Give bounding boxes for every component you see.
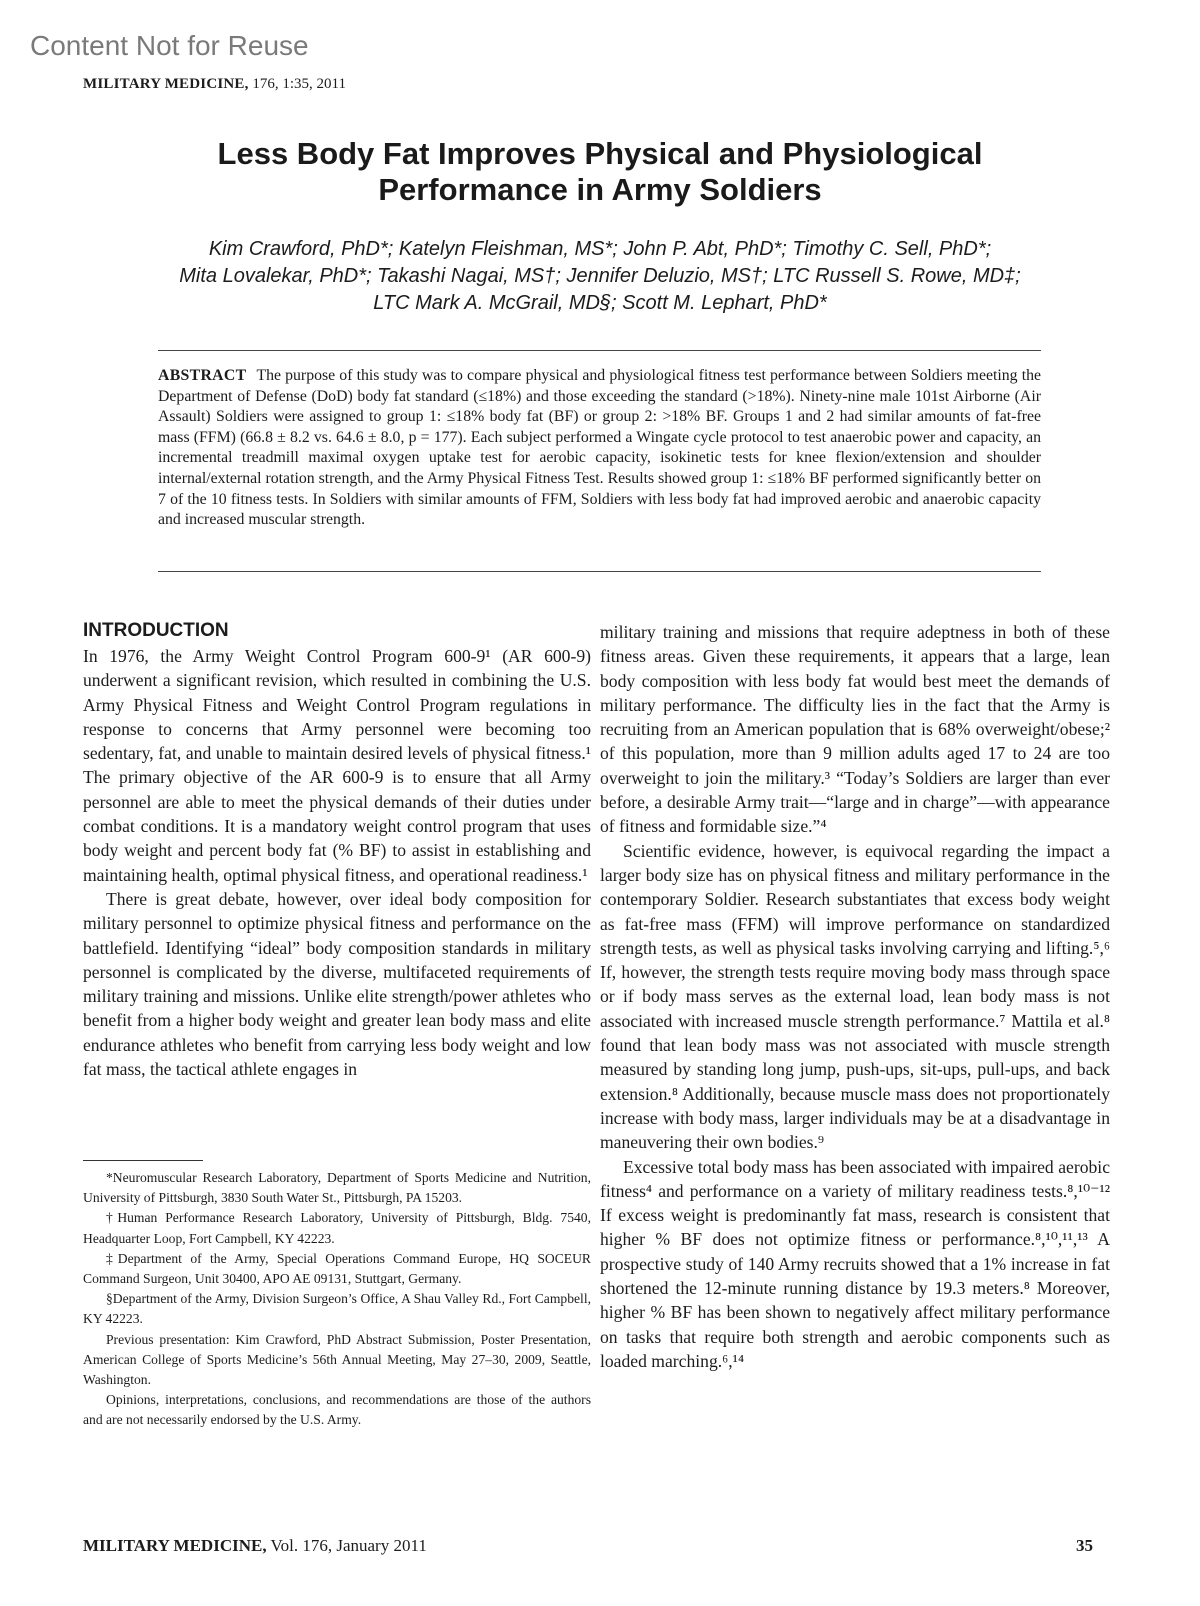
- abstract-bottom-rule: [158, 571, 1041, 572]
- abstract-text: The purpose of this study was to compare physical and physiological fitness test performance between Soldiers meeting the Department of Defense (DoD) body fat standard (≤18%) and those exceeding the standard (>18%). Ninety-nine male 101st Airborne (Air Assault) Soldiers were assigned to group 1: ≤18% body fat (BF) or group 2: >18% BF. Groups 1 and 2 had similar amounts of fat-free mass (FFM) (66.8 ± 8.2 vs. 64.6 ± 8.0, p = 177). Each subject performed a Wingate cycle protocol to test anaerobic power and capacity, an incremental treadmill maximal oxygen uptake test for aerobic capacity, isokinetic tests for knee flexion/extension and shoulder internal/external rotation strength, and the Army Physical Fitness Test. Results showed group 1: ≤18% BF performed significantly better on 7 of the 10 fitness tests. In Soldiers with similar amounts of FFM, Soldiers with less body fat had improved aerobic and anaerobic capacity and increased muscular strength.: [158, 367, 1041, 529]
- body-paragraph: Scientific evidence, however, is equivocal regarding the impact a larger body size has on physical fitness and military performance in the contemporary Soldier. Research substantiates that excess body weight as fat-free mass (FFM) will improve performance on standardized strength tests, as well as physical tasks involving carrying and lifting.⁵,⁶ If, however, the strength tests require moving body mass through space or if body mass serves as the external load, lean body mass is not associated with increased muscle strength performance.⁷ Mattila et al.⁸ found that lean body mass was not associated with muscle strength measured by standing long jump, push-ups, sit-ups, pull-ups, and back extension.⁸ Additionally, because muscle mass does not proportionately increase with body mass, larger individuals may be at a disadvantage in maneuvering their own bodies.⁹: [600, 840, 1110, 1153]
- running-header: [83, 76, 346, 93]
- title-line-1: Less Body Fat Improves Physical and Physiological: [217, 136, 983, 171]
- left-column: [83, 620, 591, 1081]
- body-paragraph: military training and missions that require adeptness in both of these fitness areas. Given these requirements, it appears that a large, lean body composition with less body fat would best meet the demands of military performance. The difficulty lies in the fact that the Army is recruiting from an American population that is 68% overweight/obese;² of this population, more than 9 million adults aged 17 to 24 are too overweight to join the military.³ “Today’s Soldiers are larger than ever before, a desirable Army trait—“large and in charge”—with appearance of fitness and formidable size.”⁴: [600, 622, 1110, 837]
- footer-issue: Vol. 176, January 2011: [266, 1536, 427, 1555]
- title-line-2: Performance in Army Soldiers: [378, 172, 822, 207]
- footnote: ‡Department of the Army, Special Operations Command Europe, HQ SOCEUR Command Surgeon, Unit 30400, APO AE 09131, Stuttgart, Germany.: [83, 1250, 591, 1287]
- footnote: Opinions, interpretations, conclusions, and recommendations are those of the authors and are not necessarily endorsed by the U.S. Army.: [83, 1392, 591, 1428]
- footnote-rule: [83, 1160, 203, 1161]
- journal-citation: 176, 1:35, 2011: [248, 76, 346, 92]
- abstract: [158, 366, 1041, 531]
- article-title: [100, 136, 1100, 208]
- footnote: §Department of the Army, Division Surgeon’s Office, A Shau Valley Rd., Fort Campbell, KY 42223.: [83, 1291, 591, 1327]
- authors-line-1: Kim Crawford, PhD*; Katelyn Fleishman, MS*; John P. Abt, PhD*; Timothy C. Sell, PhD*;: [208, 238, 992, 260]
- body-paragraph: In 1976, the Army Weight Control Program 600-9¹ (AR 600-9) underwent a significant revision, which resulted in combining the U.S. Army Physical Fitness and Weight Control Program regulations in response to concerns that Army personnel were becoming too sedentary, fat, and unable to maintain desired levels of physical fitness.¹ The primary objective of the AR 600-9 is to ensure that all Army personnel are able to meet the physical demands of their duties under combat conditions. It is a mandatory weight control program that uses body weight and percent body fat (% BF) to assist in establishing and maintaining health, optimal physical fitness, and operational readiness.¹: [83, 646, 591, 885]
- footnote: †Human Performance Research Laboratory, University of Pittsburgh, Bldg. 7540, Headquarter Loop, Fort Campbell, KY 42223.: [83, 1210, 591, 1246]
- footer-journal: MILITARY MEDICINE,: [83, 1536, 267, 1555]
- body-paragraph: There is great debate, however, over ideal body composition for military personnel to optimize physical fitness and performance on the battlefield. Identifying “ideal” body composition standards in military personnel is complicated by the diverse, multifaceted requirements of military training and missions. Unlike elite strength/power athletes who benefit from a higher body weight and greater lean body mass and elite endurance athletes who benefit from carrying less body weight and low fat mass, the tactical athlete engages in: [83, 888, 591, 1080]
- footnote: *Neuromuscular Research Laboratory, Department of Sports Medicine and Nutrition, University of Pittsburgh, 3830 South Water St., Pittsburgh, PA 15203.: [83, 1170, 591, 1206]
- section-heading: INTRODUCTION: [83, 620, 229, 641]
- journal-name: MILITARY MEDICINE,: [83, 76, 249, 92]
- authors-line-3: LTC Mark A. McGrail, MD§; Scott M. Lephart, PhD*: [373, 292, 827, 314]
- page-number: 35: [1076, 1536, 1093, 1555]
- authors-line-2: Mita Lovalekar, PhD*; Takashi Nagai, MS†; Jennifer Deluzio, MS†; LTC Russell S. Rowe, MD‡;: [179, 265, 1021, 287]
- footnote: Previous presentation: Kim Crawford, PhD Abstract Submission, Poster Presentation, American College of Sports Medicine’s 56th Annual Meeting, May 27–30, 2009, Seattle, Washington.: [83, 1331, 591, 1388]
- right-column: [600, 620, 1110, 1373]
- page-footer: [83, 1536, 427, 1556]
- abstract-label: ABSTRACT: [158, 367, 247, 384]
- footnotes: [83, 1168, 591, 1431]
- author-list: [80, 236, 1120, 317]
- body-paragraph: Excessive total body mass has been associated with impaired aerobic fitness⁴ and performance on a variety of military readiness tests.⁸,¹⁰⁻¹² If excess weight is predominantly fat mass, research is consistent that higher % BF does not optimize fitness or performance.⁸,¹⁰,¹¹,¹³ A prospective study of 140 Army recruits showed that a 1% increase in fat shortened the 12-minute running distance by 19.3 meters.⁸ Moreover, higher % BF has been shown to negatively affect military performance on tasks that require both strength and aerobic components such as loaded marching.⁶,¹⁴: [600, 1156, 1110, 1371]
- watermark: Content Not for Reuse: [30, 30, 309, 61]
- abstract-top-rule: [158, 350, 1041, 351]
